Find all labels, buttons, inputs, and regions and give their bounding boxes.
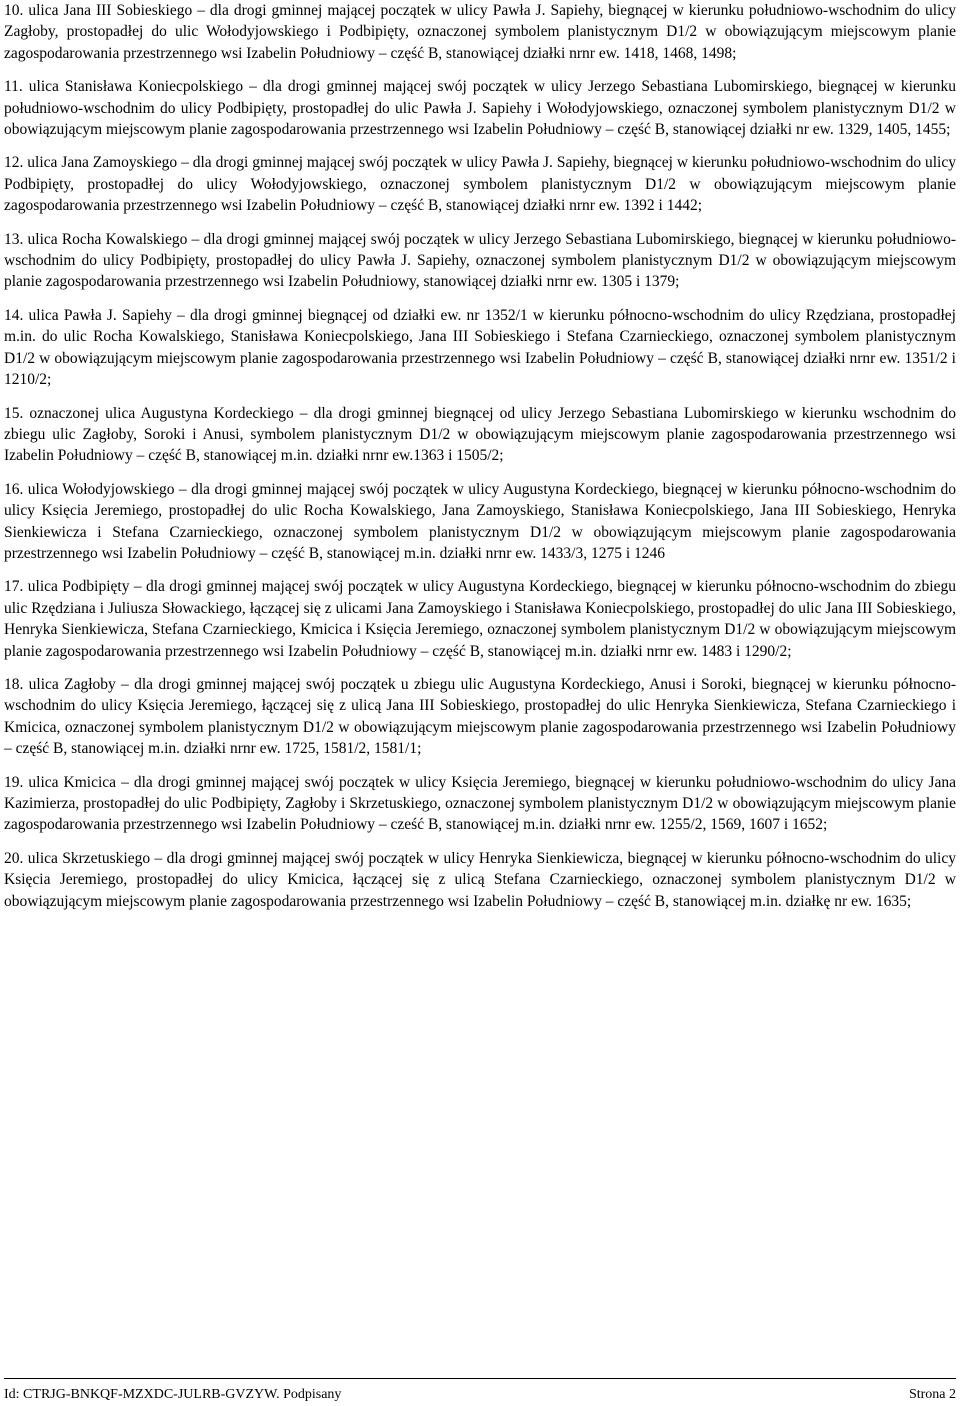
page-number: Strona 2 bbox=[908, 1387, 956, 1402]
document-id: Id: CTRJG-BNKQF-MZXDC-JULRB-GVZYW. Podpisany bbox=[4, 1387, 342, 1402]
paragraph-item-16: 16. ulica Wołodyjowskiego – dla drogi gminnej mającej swój początek w ulicy Augustyna Kordeckiego, biegnącej w kierunku północno-wschodnim do ulicy Księcia Jeremiego, prostopadłej do ulic Rocha Kowalskiego, Jana Zamoyskiego, Stanisława Koniecpolskiego, Jana III Sobieskiego, Henryka Sienkiewicza i Stefana Czarnieckiego, oznaczonej symbolem planistycznym D1/2 w obowiązującym miejscowym planie zagospodarowania przestrzennego wsi Izabelin Południowy – część B, stanowiącej m.in. działki nrnr ew. 1433/3, 1275 i 1246 bbox=[4, 480, 956, 562]
paragraph-item-19: 19. ulica Kmicica – dla drogi gminnej mającej swój początek w ulicy Księcia Jeremiego, biegnącej w kierunku południowo-wschodnim do ulicy Jana Kazimierza, prostopadłej do ulic Podbipięty, Zagłoby i Skrzetuskiego, oznaczonej symbolem planistycznym D1/2 w obowiązującym miejscowym planie zagospodarowania przestrzennego wsi Izabelin Południowy – cześć B, stanowiącej m.in. działki nrnr ew. 1255/2, 1569, 1607 i 1652; bbox=[4, 773, 956, 834]
page-footer bbox=[4, 1378, 956, 1403]
paragraph-item-14: 14. ulica Pawła J. Sapiehy – dla drogi gminnej biegnącej od działki ew. nr 1352/1 w kierunku północno-wschodnim do ulicy Rzędziana, prostopadłej m.in. do ulic Rocha Kowalskiego, Stanisława Koniecpolskiego, Jana III Sobieskiego i Stefana Czarnieckiego, oznaczonej symbolem planistycznym D1/2 w obowiązującym miejscowym planie zagospodarowania przestrzennego wsi Izabelin Południowy – część B, stanowiącej działki nrnr ew. 1351/2 i 1210/2; bbox=[4, 306, 956, 389]
paragraph-item-12: 12. ulica Jana Zamoyskiego – dla drogi gminnej mającej swój początek w ulicy Pawła J. Sapiehy, biegnącej w kierunku południowo-wschodnim do ulicy Podbipięty, prostopadłej do ulicy Wołodyjowskiego, oznaczonej symbolem planistycznym D1/2 w obowiązującym miejscowym planie zagospodarowania przestrzennego wsi Izabelin Południowy – część B, stanowiącej działki nrnr ew. 1392 i 1442; bbox=[4, 154, 956, 215]
paragraph-item-13: 13. ulica Rocha Kowalskiego – dla drogi gminnej mającej swój początek w ulicy Jerzego Sebastiana Lubomirskiego, biegnącej w kierunku południowo-wschodnim do ulicy Podbipięty, prostopadłej do ulicy Pawła J. Sapiehy, oznaczonej symbolem planistycznym D1/2 w obowiązującym miejscowym planie zagospodarowania przestrzennego wsi Izabelin Południowy, stanowiącej działki nrnr ew. 1305 i 1379; bbox=[4, 230, 956, 291]
paragraph-item-11: 11. ulica Stanisława Koniecpolskiego – dla drogi gminnej mającej swój początek w ulicy Jerzego Sebastiana Lubomirskiego, biegnącej w kierunku południowo-wschodnim do ulicy Podbipięty, prostopadłej do ulic Pawła J. Sapiehy i Wołodyjowskiego, oznaczonej symbolem planistycznym D1/2 w obowiązującym miejscowym planie zagospodarowania przestrzennego wsi Izabelin Południowy – część B, stanowiącej działki nr ew. 1329, 1405, 1455; bbox=[4, 78, 956, 139]
paragraph-item-18: 18. ulica Zagłoby – dla drogi gminnej mającej swój początek u zbiegu ulic Augustyna Kordeckiego, Anusi i Soroki, biegnącej w kierunku północno-wschodnim do ulicy Księcia Jeremiego, łączącej się z ulicą Jana III Sobieskiego, prostopadłej do ulic Henryka Sienkiewicza, Stefana Czarnieckiego i Kmicica, oznaczonej symbolem planistycznym D1/2 w obowiązującym miejscowym planie zagospodarowania przestrzennego wsi Izabelin Południowy – część B, stanowiącej m.in. działki nrnr ew. 1725, 1581/2, 1581/1; bbox=[4, 675, 956, 758]
paragraph-item-10: 10. ulica Jana III Sobieskiego – dla drogi gminnej mającej początek w ulicy Pawła J. Sapiehy, biegnącej w kierunku południowo-wschodnim do ulicy Zagłoby, prostopadłej do ulic Wołodyjowskiego i Podbipięty, oznaczonej symbolem planistycznym D1/2 w obowiązującym miejscowym planie zagospodarowania przestrzennego wsi Izabelin Południowy – część B, stanowiącej działki nrnr ew. 1418, 1468, 1498; bbox=[4, 2, 956, 62]
paragraph-item-15: 15. oznaczonej ulica Augustyna Kordeckiego – dla drogi gminnej biegnącej od ulicy Jerzego Sebastiana Lubomirskiego w kierunku wschodnim do zbiegu ulic Zagłoby, Soroki i Anusi, symbolem planistycznym D1/2 w obowiązującym miejscowym planie zagospodarowania przestrzennego wsi Izabelin Południowy – część B, stanowiącej m.in. działki nrnr ew.1363 i 1505/2; bbox=[4, 404, 956, 465]
document-page bbox=[4, 0, 956, 924]
paragraph-item-17: 17. ulica Podbipięty – dla drogi gminnej mającej swój początek w ulicy Augustyna Kordeckiego, biegnącej w kierunku północno-wschodnim do zbiegu ulic Rzędziana i Juliusza Słowackiego, łączącej się z ulicami Jana Zamoyskiego i Stanisława Koniecpolskiego, prostopadłej do ulic Jana III Sobieskiego, Henryka Sienkiewicza, Stefana Czarnieckiego, Kmicica i Księcia Jeremiego, oznaczonej symbolem planistycznym D1/2 w obowiązującym miejscowym planie zagospodarowania przestrzennego wsi Izabelin Południowy – część B, stanowiącej m.in. działki nrnr ew. 1483 i 1290/2; bbox=[4, 578, 956, 660]
paragraph-item-20: 20. ulica Skrzetuskiego – dla drogi gminnej mającej swój początek w ulicy Henryka Sienkiewicza, biegnącej w kierunku północno-wschodnim do ulicy Księcia Jeremiego, prostopadłej do ulicy Kmicica, łączącej się z ulicą Stefana Czarnieckiego, oznaczonej symbolem planistycznym D1/2 w obowiązującym miejscowym planie zagospodarowania przestrzennego wsi Izabelin Południowy – część B, stanowiącej m.in. działkę nr ew. 1635; bbox=[4, 849, 956, 910]
